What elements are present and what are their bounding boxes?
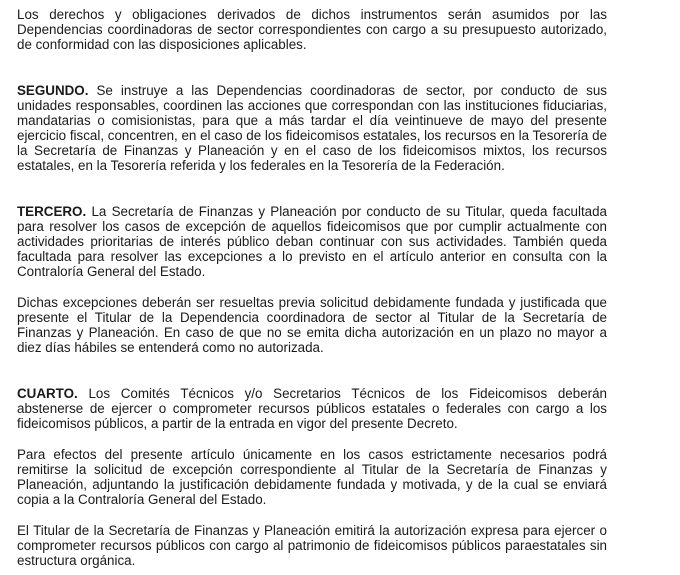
spacer xyxy=(17,355,607,386)
spacer xyxy=(17,52,607,83)
spacer xyxy=(17,279,607,295)
spacer xyxy=(17,431,607,447)
article-heading-segundo: SEGUNDO. xyxy=(17,83,89,98)
spacer xyxy=(17,507,607,523)
paragraph-excepciones: Dichas excepciones deberán ser resueltas previa solicitud debidamente fundada y justificada que presente el Titular de la Dependencia coordinadora de sector al Titular de la Secretaría de Finanzas y Planeación. En caso de que no se emita dicha autorización en un plazo no mayor a diez días hábiles se entenderá como no autorizada. xyxy=(17,295,607,355)
article-text-segundo: Se instruye a las Dependencias coordinadoras de sector, por conducto de sus unidades responsables, coordinen las acciones que correspondan con las instituciones fiduciarias, mandatarias o comisionistas, para que a más tardar el día veintinueve de mayo del presente ejercicio fiscal, concentren, en el caso de los fideicomisos estatales, los recursos en la Tesorería de la Secretaría de Finanzas y Planeación y en el caso de los fideicomisos mixtos, los recursos estatales, en la Tesorería referida y los federales en la Tesorería de la Federación. xyxy=(17,83,607,173)
document-page xyxy=(17,7,607,568)
paragraph-autorizacion-expresa: El Titular de la Secretaría de Finanzas y Planeación emitirá la autorización expresa para ejercer o comprometer recursos públicos con cargo al patrimonio de fideicomisos públicos paraestatales sin estructura orgánica. xyxy=(17,523,607,568)
paragraph-derechos-obligaciones: Los derechos y obligaciones derivados de dichos instrumentos serán asumidos por las Dependencias coordinadoras de sector correspondientes con cargo a su presupuesto autorizado, de conformidad con las disposiciones aplicables. xyxy=(17,7,607,52)
article-text-cuarto: Los Comités Técnicos y/o Secretarios Técnicos de los Fideicomisos deberán abstenerse de ejercer o comprometer recursos públicos estatales o federales con cargo a los fideicomisos públicos, a partir de la entrada en vigor del presente Decreto. xyxy=(17,386,607,431)
article-cuarto xyxy=(17,386,607,431)
article-heading-tercero: TERCERO. xyxy=(17,204,87,219)
spacer xyxy=(17,173,607,204)
article-heading-cuarto: CUARTO. xyxy=(17,386,78,401)
article-tercero xyxy=(17,204,607,279)
article-text-tercero: La Secretaría de Finanzas y Planeación por conducto de su Titular, queda facultada para resolver los casos de excepción de aquellos fideicomisos que por cumplir actualmente con actividades prioritarias de interés público deban continuar con sus actividades. También queda facultada para resolver las excepciones a lo previsto en el artículo anterior en consulta con la Contraloría General del Estado. xyxy=(17,204,607,279)
paragraph-efectos: Para efectos del presente artículo únicamente en los casos estrictamente necesarios podrá remitirse la solicitud de excepción correspondiente al Titular de la Secretaría de Finanzas y Planeación, adjuntando la justificación debidamente fundada y motivada, y de la cual se enviará copia a la Contraloría General del Estado. xyxy=(17,447,607,507)
article-segundo xyxy=(17,83,607,173)
